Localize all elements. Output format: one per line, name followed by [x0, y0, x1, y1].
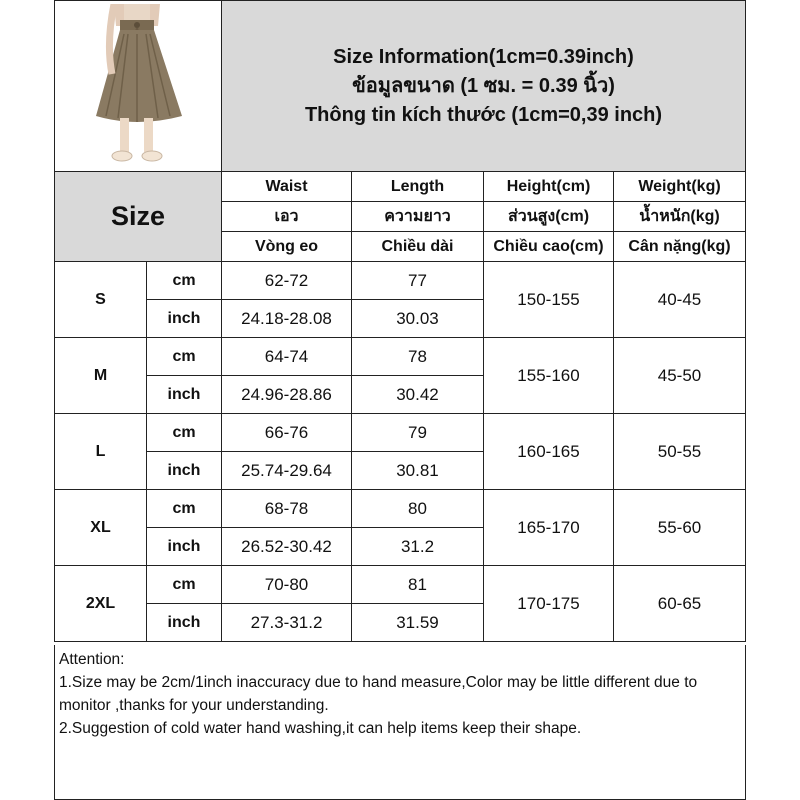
attention-note — [54, 645, 746, 800]
waist-inch-value: 25.74-29.64 — [222, 452, 352, 490]
waist-inch-value: 26.52-30.42 — [222, 528, 352, 566]
col-header-waist-en: Waist — [222, 172, 352, 202]
size-label: S — [54, 262, 147, 338]
waist-inch-value: 24.18-28.08 — [222, 300, 352, 338]
size-label: M — [54, 338, 147, 414]
waist-cm-value: 68-78 — [222, 490, 352, 528]
weight-value: 40-45 — [614, 262, 746, 338]
size-info-title — [222, 0, 746, 172]
unit-cm-label: cm — [147, 262, 222, 300]
height-value: 165-170 — [484, 490, 614, 566]
length-cm-value: 80 — [352, 490, 484, 528]
waist-inch-value: 24.96-28.86 — [222, 376, 352, 414]
col-header-waist-th: เอว — [222, 202, 352, 232]
size-label: L — [54, 414, 147, 490]
length-inch-value: 30.42 — [352, 376, 484, 414]
height-value: 170-175 — [484, 566, 614, 642]
size-label: 2XL — [54, 566, 147, 642]
unit-inch-label: inch — [147, 528, 222, 566]
title-english: Size Information(1cm=0.39inch) — [333, 45, 634, 68]
unit-inch-label: inch — [147, 376, 222, 414]
waist-cm-value: 66-76 — [222, 414, 352, 452]
col-header-weight-en: Weight(kg) — [614, 172, 746, 202]
col-header-height-en: Height(cm) — [484, 172, 614, 202]
title-vietnamese: Thông tin kích thước (1cm=0,39 inch) — [304, 103, 663, 126]
length-cm-value: 79 — [352, 414, 484, 452]
length-inch-value: 30.81 — [352, 452, 484, 490]
unit-inch-label: inch — [147, 452, 222, 490]
col-header-weight-vi: Cân nặng(kg) — [614, 232, 746, 262]
attention-line-2: 2.Suggestion of cold water hand washing,it can help items keep their shape. — [59, 720, 582, 737]
col-header-length-en: Length — [352, 172, 484, 202]
col-header-height-vi: Chiều cao(cm) — [484, 232, 614, 262]
length-cm-value: 78 — [352, 338, 484, 376]
size-header: Size — [54, 172, 222, 262]
col-header-waist-vi: Vòng eo — [222, 232, 352, 262]
weight-value: 45-50 — [614, 338, 746, 414]
waist-cm-value: 62-72 — [222, 262, 352, 300]
attention-line-1: 1.Size may be 2cm/1inch inaccuracy due to hand measure,Color may be little different due to monitor ,thanks for your understanding. — [59, 674, 698, 714]
weight-value: 55-60 — [614, 490, 746, 566]
length-inch-value: 31.59 — [352, 604, 484, 642]
waist-cm-value: 70-80 — [222, 566, 352, 604]
title-thai: ข้อมูลขนาด (1 ซม. = 0.39 นิ้ว) — [352, 74, 615, 97]
product-image-cell — [54, 0, 222, 172]
unit-cm-label: cm — [147, 566, 222, 604]
product-image — [58, 4, 218, 169]
size-label: XL — [54, 490, 147, 566]
attention-heading: Attention: — [59, 651, 125, 668]
col-header-weight-th: น้ำหนัก(kg) — [614, 202, 746, 232]
weight-value: 60-65 — [614, 566, 746, 642]
col-header-height-th: ส่วนสูง(cm) — [484, 202, 614, 232]
height-value: 155-160 — [484, 338, 614, 414]
col-header-length-vi: Chiều dài — [352, 232, 484, 262]
length-cm-value: 81 — [352, 566, 484, 604]
length-inch-value: 31.2 — [352, 528, 484, 566]
waist-inch-value: 27.3-31.2 — [222, 604, 352, 642]
height-value: 160-165 — [484, 414, 614, 490]
unit-inch-label: inch — [147, 604, 222, 642]
height-value: 150-155 — [484, 262, 614, 338]
length-inch-value: 30.03 — [352, 300, 484, 338]
unit-cm-label: cm — [147, 338, 222, 376]
length-cm-value: 77 — [352, 262, 484, 300]
weight-value: 50-55 — [614, 414, 746, 490]
unit-cm-label: cm — [147, 414, 222, 452]
waist-cm-value: 64-74 — [222, 338, 352, 376]
unit-inch-label: inch — [147, 300, 222, 338]
unit-cm-label: cm — [147, 490, 222, 528]
col-header-length-th: ความยาว — [352, 202, 484, 232]
